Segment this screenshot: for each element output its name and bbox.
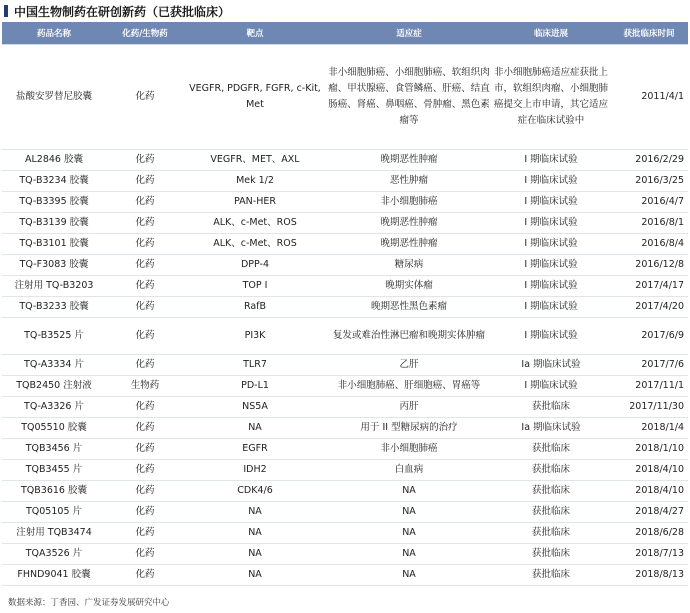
progress-cell: 获批临床 (492, 460, 610, 481)
table-row (2, 45, 688, 150)
indication-cell: 晚期恶性肿瘤 (326, 234, 492, 255)
target-cell: NA (184, 523, 326, 544)
approval-date-cell: 2018/6/28 (610, 523, 688, 544)
progress-cell: I 期临床试验 (492, 234, 610, 255)
indication-cell: 用于 II 型糖尿病的治疗 (326, 418, 492, 439)
drug-name-cell: 注射用 TQ-B3203 (2, 276, 106, 297)
target-cell: PI3K (184, 318, 326, 355)
drug-name-cell: TQ-F3083 胶囊 (2, 255, 106, 276)
drug-type-cell: 化药 (106, 213, 184, 234)
approval-date-cell: 2016/2/29 (610, 150, 688, 171)
table-row (2, 460, 688, 481)
progress-cell: 获批临床 (492, 523, 610, 544)
drug-type-cell: 化药 (106, 565, 184, 586)
target-cell: EGFR (184, 439, 326, 460)
progress-cell: 获批临床 (492, 439, 610, 460)
header-target: 靶点 (184, 22, 326, 45)
table-row (2, 502, 688, 523)
approval-date-cell: 2018/4/10 (610, 460, 688, 481)
indication-cell: 丙肝 (326, 397, 492, 418)
progress-cell: 获批临床 (492, 544, 610, 565)
drug-name-cell: AL2846 胶囊 (2, 150, 106, 171)
target-cell: DPP-4 (184, 255, 326, 276)
indication-cell: NA (326, 523, 492, 544)
progress-cell: 获批临床 (492, 397, 610, 418)
table-row (2, 150, 688, 171)
target-cell: RafB (184, 297, 326, 318)
drug-type-cell: 化药 (106, 297, 184, 318)
drug-name-cell: TQ05510 胶囊 (2, 418, 106, 439)
title-marker (4, 5, 8, 17)
indication-cell: 晚期恶性肿瘤 (326, 213, 492, 234)
indication-cell: 白血病 (326, 460, 492, 481)
drug-name-cell: TQ05105 片 (2, 502, 106, 523)
approval-date-cell: 2018/7/13 (610, 544, 688, 565)
drug-type-cell: 化药 (106, 255, 184, 276)
table-row (2, 276, 688, 297)
drug-name-cell: TQB3456 片 (2, 439, 106, 460)
approval-date-cell: 2017/4/20 (610, 297, 688, 318)
progress-cell: I 期临床试验 (492, 213, 610, 234)
source-note: 数据来源：丁香园、广发证券发展研究中心 (8, 598, 170, 608)
approval-date-cell: 2018/1/10 (610, 439, 688, 460)
table-row (2, 439, 688, 460)
progress-cell: I 期临床试验 (492, 376, 610, 397)
target-cell: ALK、c-Met、ROS (184, 234, 326, 255)
progress-cell: 获批临床 (492, 502, 610, 523)
drug-type-cell: 化药 (106, 150, 184, 171)
table-row (2, 418, 688, 439)
table-row (2, 234, 688, 255)
table-row (2, 255, 688, 276)
approval-date-cell: 2017/11/1 (610, 376, 688, 397)
table-row (2, 523, 688, 544)
target-cell: TOP I (184, 276, 326, 297)
drug-name-cell: 盐酸安罗替尼胶囊 (2, 45, 106, 150)
indication-cell: NA (326, 502, 492, 523)
header-approval-date: 获批临床时间 (610, 22, 688, 45)
drug-type-cell: 化药 (106, 523, 184, 544)
target-cell: VEGFR, PDGFR, FGFR, c-Kit, Met (184, 45, 326, 150)
target-cell: ALK、c-Met、ROS (184, 213, 326, 234)
drug-type-cell: 化药 (106, 418, 184, 439)
indication-cell: NA (326, 481, 492, 502)
table-row (2, 481, 688, 502)
drug-name-cell: TQB3616 胶囊 (2, 481, 106, 502)
target-cell: VEGFR、MET、AXL (184, 150, 326, 171)
indication-cell: 晚期恶性黑色素瘤 (326, 297, 492, 318)
target-cell: Mek 1/2 (184, 171, 326, 192)
approval-date-cell: 2016/3/25 (610, 171, 688, 192)
indication-cell: 乙肝 (326, 355, 492, 376)
target-cell: PD-L1 (184, 376, 326, 397)
approval-date-cell: 2018/4/27 (610, 502, 688, 523)
header-progress: 临床进展 (492, 22, 610, 45)
approval-date-cell: 2018/8/13 (610, 565, 688, 586)
indication-cell: 非小细胞肺癌 (326, 439, 492, 460)
drug-name-cell: TQA3526 片 (2, 544, 106, 565)
drug-name-cell: TQ-B3139 胶囊 (2, 213, 106, 234)
table-row (2, 544, 688, 565)
indication-cell: 糖尿病 (326, 255, 492, 276)
drug-type-cell: 化药 (106, 276, 184, 297)
drug-name-cell: TQ-B3233 胶囊 (2, 297, 106, 318)
approval-date-cell: 2016/8/4 (610, 234, 688, 255)
target-cell: PAN-HER (184, 192, 326, 213)
table-row (2, 355, 688, 376)
drug-type-cell: 生物药 (106, 376, 184, 397)
table-row (2, 171, 688, 192)
table-title: 中国生物制药在研创新药（已获批临床） (14, 4, 231, 19)
drug-type-cell: 化药 (106, 192, 184, 213)
indication-cell: 复发或难治性淋巴瘤和晚期实体肿瘤 (326, 318, 492, 355)
approval-date-cell: 2017/7/6 (610, 355, 688, 376)
progress-cell: I 期临床试验 (492, 297, 610, 318)
progress-cell: 获批临床 (492, 565, 610, 586)
table-row (2, 318, 688, 355)
table-header-row (2, 22, 688, 45)
target-cell: NA (184, 418, 326, 439)
header-indication: 适应症 (326, 22, 492, 45)
drug-name-cell: TQ-B3101 胶囊 (2, 234, 106, 255)
drug-name-cell: TQ-A3326 片 (2, 397, 106, 418)
table-row (2, 213, 688, 234)
drug-table (2, 22, 688, 586)
progress-cell: 非小细胞肺癌适应症获批上市，软组织肉瘤、小细胞肺癌提交上市申请，其它适应症在临床试验中 (492, 45, 610, 150)
drug-name-cell: TQ-B3395 胶囊 (2, 192, 106, 213)
target-cell: NA (184, 565, 326, 586)
progress-cell: I 期临床试验 (492, 318, 610, 355)
table-row (2, 192, 688, 213)
drug-name-cell: TQ-B3234 胶囊 (2, 171, 106, 192)
drug-type-cell: 化药 (106, 45, 184, 150)
drug-type-cell: 化药 (106, 171, 184, 192)
drug-name-cell: TQB2450 注射液 (2, 376, 106, 397)
progress-cell: I 期临床试验 (492, 276, 610, 297)
header-drug-name: 药品名称 (2, 22, 106, 45)
target-cell: CDK4/6 (184, 481, 326, 502)
drug-type-cell: 化药 (106, 481, 184, 502)
drug-type-cell: 化药 (106, 460, 184, 481)
approval-date-cell: 2017/4/17 (610, 276, 688, 297)
drug-name-cell: TQ-A3334 片 (2, 355, 106, 376)
progress-cell: I 期临床试验 (492, 192, 610, 213)
approval-date-cell: 2017/6/9 (610, 318, 688, 355)
progress-cell: Ia 期临床试验 (492, 418, 610, 439)
title-row (4, 2, 230, 20)
drug-name-cell: 注射用 TQB3474 (2, 523, 106, 544)
approval-date-cell: 2016/4/7 (610, 192, 688, 213)
indication-cell: 非小细胞肺癌、小细胞肺癌、软组织肉瘤、甲状腺癌、食管鳞癌、肝癌、结直肠癌、肾癌、鼻咽癌、骨肿瘤、黑色素瘤等 (326, 45, 492, 150)
indication-cell: 恶性肿瘤 (326, 171, 492, 192)
indication-cell: 晚期实体瘤 (326, 276, 492, 297)
progress-cell: Ia 期临床试验 (492, 355, 610, 376)
drug-type-cell: 化药 (106, 234, 184, 255)
target-cell: IDH2 (184, 460, 326, 481)
indication-cell: 晚期恶性肿瘤 (326, 150, 492, 171)
drug-type-cell: 化药 (106, 544, 184, 565)
approval-date-cell: 2018/4/10 (610, 481, 688, 502)
drug-name-cell: TQ-B3525 片 (2, 318, 106, 355)
drug-type-cell: 化药 (106, 502, 184, 523)
header-drug-type: 化药/生物药 (106, 22, 184, 45)
progress-cell: I 期临床试验 (492, 255, 610, 276)
drug-name-cell: FHND9041 胶囊 (2, 565, 106, 586)
table-body (2, 45, 688, 586)
approval-date-cell: 2018/1/4 (610, 418, 688, 439)
table-row (2, 297, 688, 318)
drug-type-cell: 化药 (106, 318, 184, 355)
indication-cell: 非小细胞肺癌、肝细胞癌、胃癌等 (326, 376, 492, 397)
progress-cell: I 期临床试验 (492, 171, 610, 192)
progress-cell: I 期临床试验 (492, 150, 610, 171)
table-row (2, 376, 688, 397)
table-row (2, 565, 688, 586)
drug-type-cell: 化药 (106, 355, 184, 376)
progress-cell: 获批临床 (492, 481, 610, 502)
approval-date-cell: 2016/8/1 (610, 213, 688, 234)
target-cell: NA (184, 502, 326, 523)
drug-type-cell: 化药 (106, 439, 184, 460)
drug-name-cell: TQB3455 片 (2, 460, 106, 481)
target-cell: NS5A (184, 397, 326, 418)
drug-type-cell: 化药 (106, 397, 184, 418)
target-cell: NA (184, 544, 326, 565)
table-row (2, 397, 688, 418)
approval-date-cell: 2011/4/1 (610, 45, 688, 150)
indication-cell: NA (326, 544, 492, 565)
approval-date-cell: 2016/12/8 (610, 255, 688, 276)
approval-date-cell: 2017/11/30 (610, 397, 688, 418)
indication-cell: 非小细胞肺癌 (326, 192, 492, 213)
target-cell: TLR7 (184, 355, 326, 376)
indication-cell: NA (326, 565, 492, 586)
